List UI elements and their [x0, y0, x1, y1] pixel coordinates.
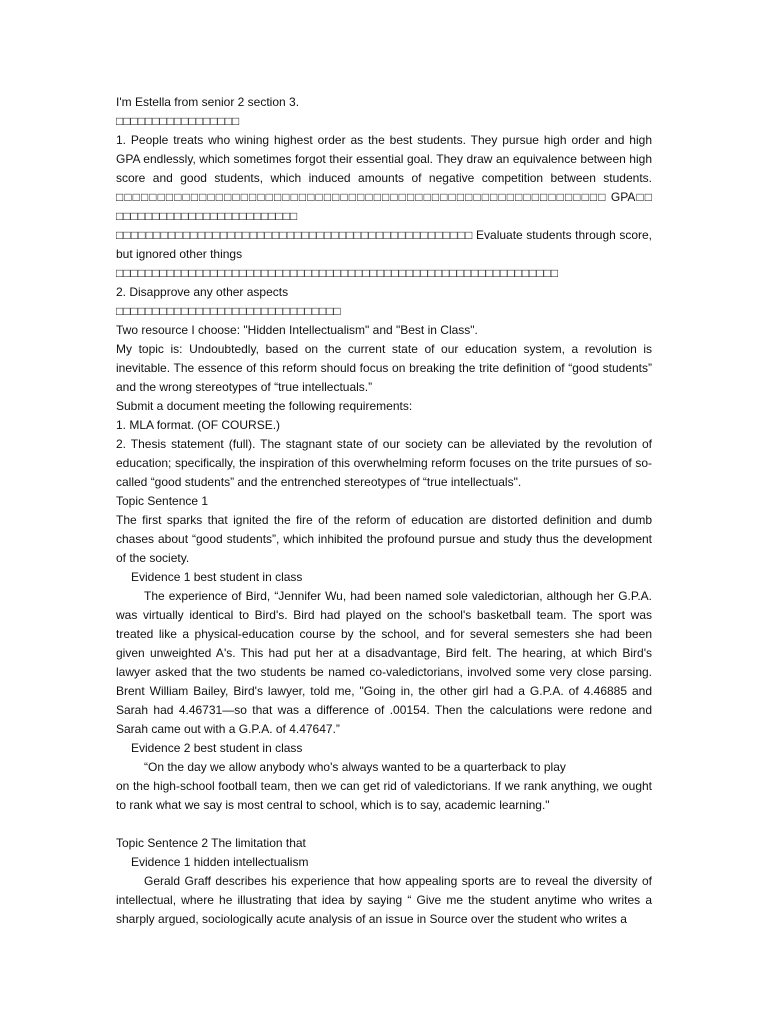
requirement-1: 1. MLA format. (OF COURSE.) — [116, 418, 281, 432]
placeholder-line: □□□□□□□□□□□□□□□□□□□□□□□□□□□□□□□ — [116, 304, 341, 318]
topic-paragraph: My topic is: Undoubtedly, based on the current state of our education system, a revolution is inevitable. The essence of this reform should focus on breaking the trite definition of “good students” and the wrong stereotypes of “true intellectuals.” — [116, 342, 652, 394]
evidence-2-heading: Evidence 2 best student in class — [131, 741, 303, 755]
placeholder-line: □□□□□□□□□□□□□□□□□ — [116, 114, 240, 128]
topic-sentence-2-heading: Topic Sentence 2 The limitation that — [116, 836, 306, 850]
point-2-line: 2. Disapprove any other aspects — [116, 285, 289, 299]
blank-line — [116, 815, 652, 834]
placeholder-line: □□□□□□□□□□□□□□□□□□□□□□□□□□□□□□□□□□□□□□□□□□□□□□□□□□□□□□□□□□□□□ — [116, 266, 559, 280]
topic-sentence-1-heading: Topic Sentence 1 — [116, 494, 209, 508]
evidence-hidden-heading: Evidence 1 hidden intellectualism — [131, 855, 309, 869]
graff-paragraph: Gerald Graff describes his experience that how appealing sports are to reveal the diversity of intellectual, where he illustrating that idea by saying “ Give me the student anytime who writes a sharply argued, sociologically acute analysis of an issue in Source over the student who writes a — [116, 874, 652, 926]
document-page — [116, 93, 652, 929]
resources-line: Two resource I choose: "Hidden Intellectualism" and "Best in Class". — [116, 323, 478, 337]
requirements-line: Submit a document meeting the following requirements: — [116, 399, 413, 413]
evidence-2-quote-rest: on the high-school football team, then we can get rid of valedictorians. If we rank anything, we ought to rank what we say is most central to school, which is to say, academic learning." — [116, 779, 652, 812]
evidence-1-quote: The experience of Bird, “Jennifer Wu, had been named sole valedictorian, although her G.P.A. was virtually identical to Bird's. Bird had played on the school's basketball team. The sport was treated like a physical-education course by the school, and for several semesters she had been given unweighted A's. This had put her at a disadvantage, Bird felt. The hearing, at which Bird's lawyer asked that the two students be named co-valedictorians, involved some very close parsing. Brent William Bailey, Bird's lawyer, told me, "Going in, the other girl had a G.P.A. of 4.46885 and Sarah had 4.46731—so that was a difference of .00154. Then the calculations were redone and Sarah came out with a G.P.A. of 4.47647.” — [116, 589, 652, 736]
thesis-paragraph: 2. Thesis statement (full). The stagnant state of our society can be alleviated by the revolution of education; specifically, the inspiration of this overwhelming reform focuses on the trite pursues of so-called “good students” and the entrenched stereotypes of “true intellectuals". — [116, 437, 652, 489]
topic-sentence-1-text: The first sparks that ignited the fire of the reform of education are distorted definition and dumb chases about “good students”, which inhibited the profound pursue and study thus the development of the society. — [116, 513, 652, 565]
evidence-1-heading: Evidence 1 best student in class — [131, 570, 303, 584]
point-1-paragraph: 1. People treats who wining highest order as the best students. They pursue high order and high GPA endlessly, which sometimes forgot their essential goal. They draw an equivalence between high score and good students, which induced amounts of negative competition between students. □□□□□□□□□□□□□□□□□□□□□□□□□□□□□□□□□□□□□□□□□□□□□□□□□□□□□□□□□□□ GPA□□ □□□□□□□□□□□□□□□□□□□□□□□□□ — [116, 133, 652, 223]
intro-line: I'm Estella from senior 2 section 3. — [116, 95, 300, 109]
evaluate-paragraph: □□□□□□□□□□□□□□□□□□□□□□□□□□□□□□□□□□□□□□□□□□□□□□□□ Evaluate students through score, but ignored other things — [116, 228, 652, 261]
evidence-2-quote-start: “On the day we allow anybody who's always wanted to be a quarterback to play — [144, 760, 566, 774]
